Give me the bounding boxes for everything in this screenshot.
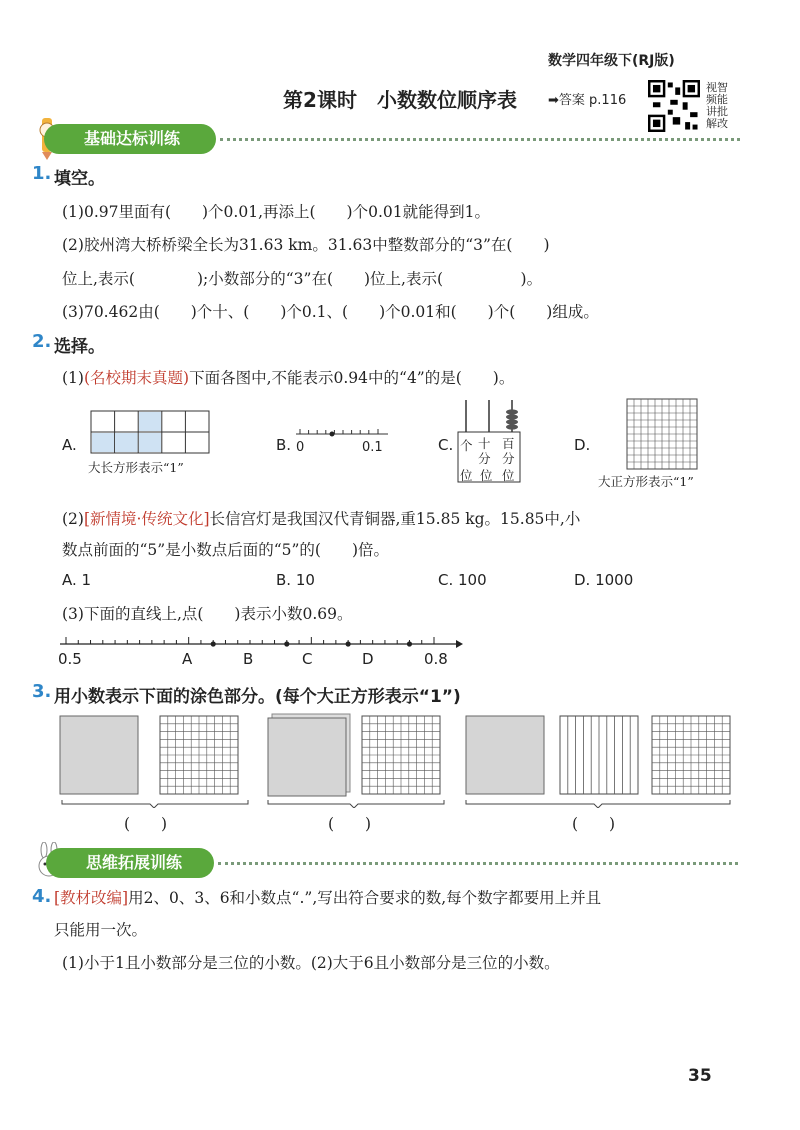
q3-square-3-full — [466, 716, 544, 794]
arrow-icon: ➡ — [548, 93, 559, 108]
option-a-caption: 大长方形表示“1” — [88, 460, 184, 475]
point-b-label: B — [243, 650, 254, 668]
abacus-row-1: 位 — [460, 468, 473, 483]
q2-part2: (2)[新情境·传统文化]长信宫灯是我国汉代青铜器,重15.85 kg。15.85中,小 — [62, 510, 581, 528]
page-number: 35 — [688, 1066, 712, 1086]
number-line-point — [407, 641, 412, 646]
number-line-point — [211, 641, 216, 646]
point-d-label: D — [362, 650, 374, 668]
q3-answer-3: ( ) — [572, 815, 616, 833]
option-b-number-line — [292, 426, 392, 440]
section-divider — [218, 862, 738, 865]
abacus-row-2: 位 — [480, 468, 493, 483]
question-number: 4. — [32, 886, 52, 907]
question-title: 填空。 — [54, 169, 105, 189]
q2-part1: (1)(名校期末真题)下面各图中,不能表示0.94中的“4”的是( )。 — [62, 369, 515, 387]
q2-part2-option-a[interactable]: A. 1 — [62, 571, 92, 589]
q2-part2-cont: 数点前面的“5”是小数点后面的“5”的( )倍。 — [62, 541, 390, 559]
question-number: 1. — [32, 163, 52, 184]
q2-part2-option-c[interactable]: C. 100 — [438, 571, 487, 589]
abacus-row-3: 位 — [502, 468, 515, 483]
q1-part1: (1)0.97里面有( )个0.01,再添上( )个0.01就能得到1。 — [62, 203, 490, 221]
exam-tag: (名校期末真题) — [83, 369, 190, 387]
textbook-tag: [教材改编] — [54, 889, 129, 907]
option-d-label: D. — [574, 436, 591, 454]
q3-square-2-full — [268, 718, 346, 796]
number-line-point — [284, 641, 289, 646]
number-line-0.5-0.8 — [58, 636, 464, 650]
q3-square-1-full — [60, 716, 138, 794]
context-tag: [新情境·传统文化] — [83, 510, 210, 528]
option-a-label: A. — [62, 436, 77, 454]
option-b-end: 0.1 — [362, 440, 383, 455]
book-label: 数学四年级下(RJ版) — [548, 53, 675, 69]
question-title: 选择。 — [54, 337, 105, 357]
point-c-label: C — [302, 650, 313, 668]
point-a-label: A — [182, 650, 193, 668]
number-line-end-label: 0.8 — [424, 650, 448, 668]
q1-part3: (3)70.462由( )个十、( )个0.1、( )个0.01和( )个( )组成。 — [62, 303, 599, 321]
q4-parts: (1)小于1且小数部分是三位的小数。(2)大于6且小数部分是三位的小数。 — [62, 954, 560, 972]
q3-shaded-grids — [54, 712, 744, 808]
q2-part3: (3)下面的直线上,点( )表示小数0.69。 — [62, 605, 353, 623]
q3-answer-2: ( ) — [328, 815, 372, 833]
q4-text: [教材改编]用2、0、3、6和小数点“.”,写出符合要求的数,每个数字都要用上并且 — [54, 889, 602, 907]
answer-reference: ➡答案 p.116 — [548, 93, 627, 108]
q4-text-cont: 只能用一次。 — [54, 921, 148, 939]
q2-part2-option-b[interactable]: B. 10 — [276, 571, 315, 589]
q1-part2: (2)胶州湾大桥桥梁全长为31.63 km。31.63中整数部分的“3”在( ) — [62, 236, 550, 254]
q3-answer-1: ( ) — [124, 815, 168, 833]
section-banner-extension: 思维拓展训练 — [46, 848, 214, 878]
abacus-col-ones: 个 — [460, 438, 473, 453]
q1-part2-cont: 位上,表示( );小数部分的“3”在( )位上,表示( )。 — [62, 270, 543, 288]
section-banner-basic: 基础达标训练 — [44, 124, 216, 154]
option-b-start: 0 — [296, 440, 305, 455]
abacus-col-tenths: 十分 — [478, 436, 491, 466]
question-title: 用小数表示下面的涂色部分。(每个大正方形表示“1”) — [54, 687, 461, 707]
qr-code-icon[interactable] — [648, 80, 700, 132]
number-line-start-label: 0.5 — [58, 650, 82, 668]
section-divider — [220, 138, 740, 141]
option-b-label: B. — [276, 436, 292, 454]
question-number: 2. — [32, 331, 52, 352]
option-d-caption: 大正方形表示“1” — [598, 474, 694, 489]
option-a-rectangle-diagram — [90, 410, 210, 454]
qr-caption: 视智频能讲批解改 — [706, 81, 728, 130]
q2-part2-option-d[interactable]: D. 1000 — [574, 571, 634, 589]
question-number: 3. — [32, 681, 52, 702]
abacus-col-hundredths: 百分 — [502, 436, 515, 466]
number-line-point — [346, 641, 351, 646]
page-title: 第2课时 小数数位顺序表 — [283, 88, 517, 112]
option-c-label: C. — [438, 436, 454, 454]
option-d-grid — [626, 398, 698, 470]
